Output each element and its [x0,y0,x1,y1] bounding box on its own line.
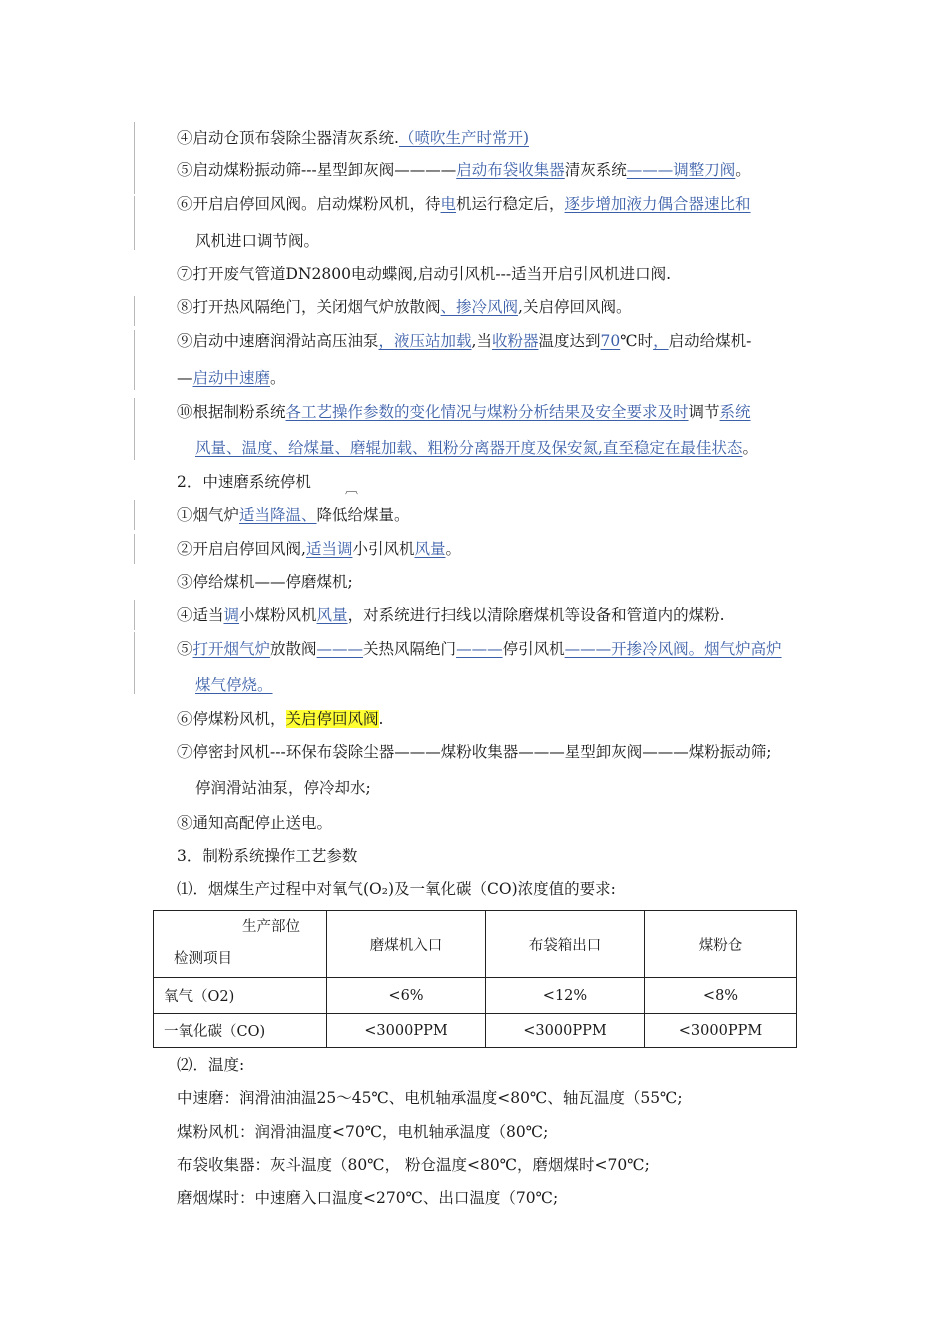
table-cell: <12% [486,978,645,1014]
underlined-text: 风量 [316,606,348,624]
text-run: ①烟气炉 [177,506,240,524]
step-line [177,741,771,763]
text-run: . [378,710,384,728]
text-run: 。 [742,439,758,457]
edit-mark: ︹ [345,482,359,497]
underlined-text: ，液压站加载 [378,332,472,350]
text-run: 温度达到 [538,332,601,350]
revision-bar [134,632,135,694]
step-line [177,638,782,660]
underlined-text: 启动中速磨 [192,369,271,387]
underlined-text: 煤气停烧。 [195,676,273,694]
text-run: — [177,369,193,387]
section-heading: 3．制粉系统操作工艺参数 [177,847,358,865]
underlined-text: 启动布袋收集器 [456,161,565,179]
step-line [177,401,751,423]
step-line [195,230,319,252]
table-row [154,978,797,1014]
text-run: 关热风隔绝门 [363,640,457,658]
step-line [195,674,273,696]
underlined-text: 收粉器 [491,332,539,350]
text-run: ⑧通知高配停止送电。 [177,814,333,832]
text-run: 机运行稳定后， [456,195,565,213]
text-run: ⑦打开废气管道DN2800电动蝶阀,启动引风机---适当开启引风机进口阀. [177,265,672,283]
text-run: ⑨启动中速磨润滑站高压油泵 [177,332,379,350]
row-label: 氧气（O2) [154,978,327,1014]
text-run: 清灰系统 [564,161,627,179]
underlined-text: 70 [600,332,621,350]
step-line [195,437,758,459]
text-run: 小引风机 [352,540,415,558]
temperature-line: 中速磨：润滑油油温25～45℃、电机轴承温度<80℃、轴瓦温度（55℃; [177,1089,683,1107]
underlined-text: ———调整刀阀 [626,161,736,179]
text-run: ,关启停回风阀。 [518,298,632,316]
revision-bar [134,196,135,250]
text-run: 。 [735,161,751,179]
step-line [177,504,410,526]
text-run: 。 [270,369,286,387]
revision-bar [134,600,135,630]
text-run: ④适当 [177,606,224,624]
underlined-text: 风量、温度、给煤量、磨辊加载、粗粉分离器开度及保安氮,直至稳定在最佳状态 [195,439,743,457]
revision-bar [134,296,135,326]
text-run: ③停给煤机——停磨煤机; [177,573,353,591]
step-line [177,367,286,389]
step-line [177,812,332,834]
highlighted-text: 关启停回风阀 [285,710,379,728]
corner-bottom-label: 检测项目 [174,951,232,967]
text-run: 停润滑站油泵，停冷却水; [195,779,371,797]
text-run: 小煤粉风机 [239,606,317,624]
text-run: ⑩根据制粉系统 [177,403,286,421]
step-line [177,604,725,626]
text-run: 。 [445,540,461,558]
section-heading: 2．中速磨系统停机 [177,473,311,491]
parameter-table [153,910,797,1048]
underlined-text: ——— [456,640,503,658]
corner-top-label: 生产部位 [242,919,300,935]
text-run: 放散阀 [270,640,317,658]
underlined-text: 风量 [414,540,446,558]
underlined-text: 适当调 [305,540,353,558]
step-line [177,330,751,352]
text-run: ⑧打开热风隔绝门，关闭烟气炉放散阀 [177,298,441,316]
step-line [177,538,461,560]
underlined-text: 逐步增加液力偶合器速比和 [564,195,751,213]
revision-bar [134,534,135,564]
step-line [177,571,353,593]
step-line [177,193,751,215]
text-run: 调节 [688,403,720,421]
underlined-text: 各工艺操作参数的变化情况与煤粉分析结果及安全要求及时 [285,403,689,421]
revision-bar [134,500,135,530]
underlined-text: ———开掺冷风阀。烟气炉高炉 [564,640,782,658]
temperature-line: 磨烟煤时：中速磨入口温度<270℃、出口温度（70℃; [177,1189,559,1207]
text-run: ，对系统进行扫线以清除磨煤机等设备和管道内的煤粉. [347,606,725,624]
step-line [195,777,371,799]
text-run: ⑥开启启停回风阀。启动煤粉风机，待 [177,195,441,213]
temperature-line: 布袋收集器：灰斗温度（80℃， 粉仓温度<80℃，磨烟煤时<70℃; [177,1156,650,1174]
column-header: 布袋箱出口 [486,911,645,978]
text-run: ℃时 [620,332,654,350]
text-run: ⑥停煤粉风机， [177,710,286,728]
underlined-text: 电 [440,195,457,213]
step-line [177,127,529,149]
table-cell: <3000PPM [486,1014,645,1048]
text-run: ④启动仓顶布袋除尘器清灰系统. [177,129,399,147]
text-run: ⑤ [177,640,193,658]
table-cell: <6% [327,978,486,1014]
table-row [154,1014,797,1048]
table-cell: <3000PPM [327,1014,486,1048]
revision-bar [134,122,135,194]
text-run: ,当 [471,332,492,350]
step-line [177,159,751,181]
revision-bar [134,398,135,460]
step-line [177,263,671,285]
row-label: 一氧化碳（CO) [154,1014,327,1048]
text-run: ⑦停密封风机---环保布袋除尘器———煤粉收集器———星型卸灰阀———煤粉振动筛; [177,743,772,761]
table-cell: <3000PPM [645,1014,797,1048]
temperature-line: 煤粉风机：润滑油温度<70℃，电机轴承温度（80℃; [177,1123,549,1141]
column-header: 磨煤机入口 [327,911,486,978]
underlined-text: 适当降温、 [239,506,317,524]
underlined-text: （喷吹生产时常开) [398,129,529,147]
underlined-text: 调 [223,606,240,624]
underlined-text: ——— [316,640,364,658]
step-line [177,296,631,318]
underlined-text: ， [653,332,669,350]
step-line [177,708,383,730]
text-run: 启动给煤机- [668,332,752,350]
revision-bar [134,330,135,390]
text-run: ②开启启停回风阀, [177,540,306,558]
text-run: 降低给煤量。 [316,506,410,524]
sub-heading: ⑵．温度: [177,1056,245,1074]
table-corner-cell [154,911,327,978]
column-header: 煤粉仓 [645,911,797,978]
underlined-text: 系统 [719,403,751,421]
table-header-row [154,911,797,978]
table-cell: <8% [645,978,797,1014]
underlined-text: 、掺冷风阀 [440,298,519,316]
text-run: 停引风机 [502,640,565,658]
text-run: 风机进口调节阀。 [195,232,320,250]
text-run: ⑤启动煤粉振动筛---星型卸灰阀———— [177,161,457,179]
sub-heading: ⑴．烟煤生产过程中对氧气(O₂)及一氧化碳（CO)浓度值的要求: [177,880,616,898]
underlined-text: 打开烟气炉 [192,640,271,658]
